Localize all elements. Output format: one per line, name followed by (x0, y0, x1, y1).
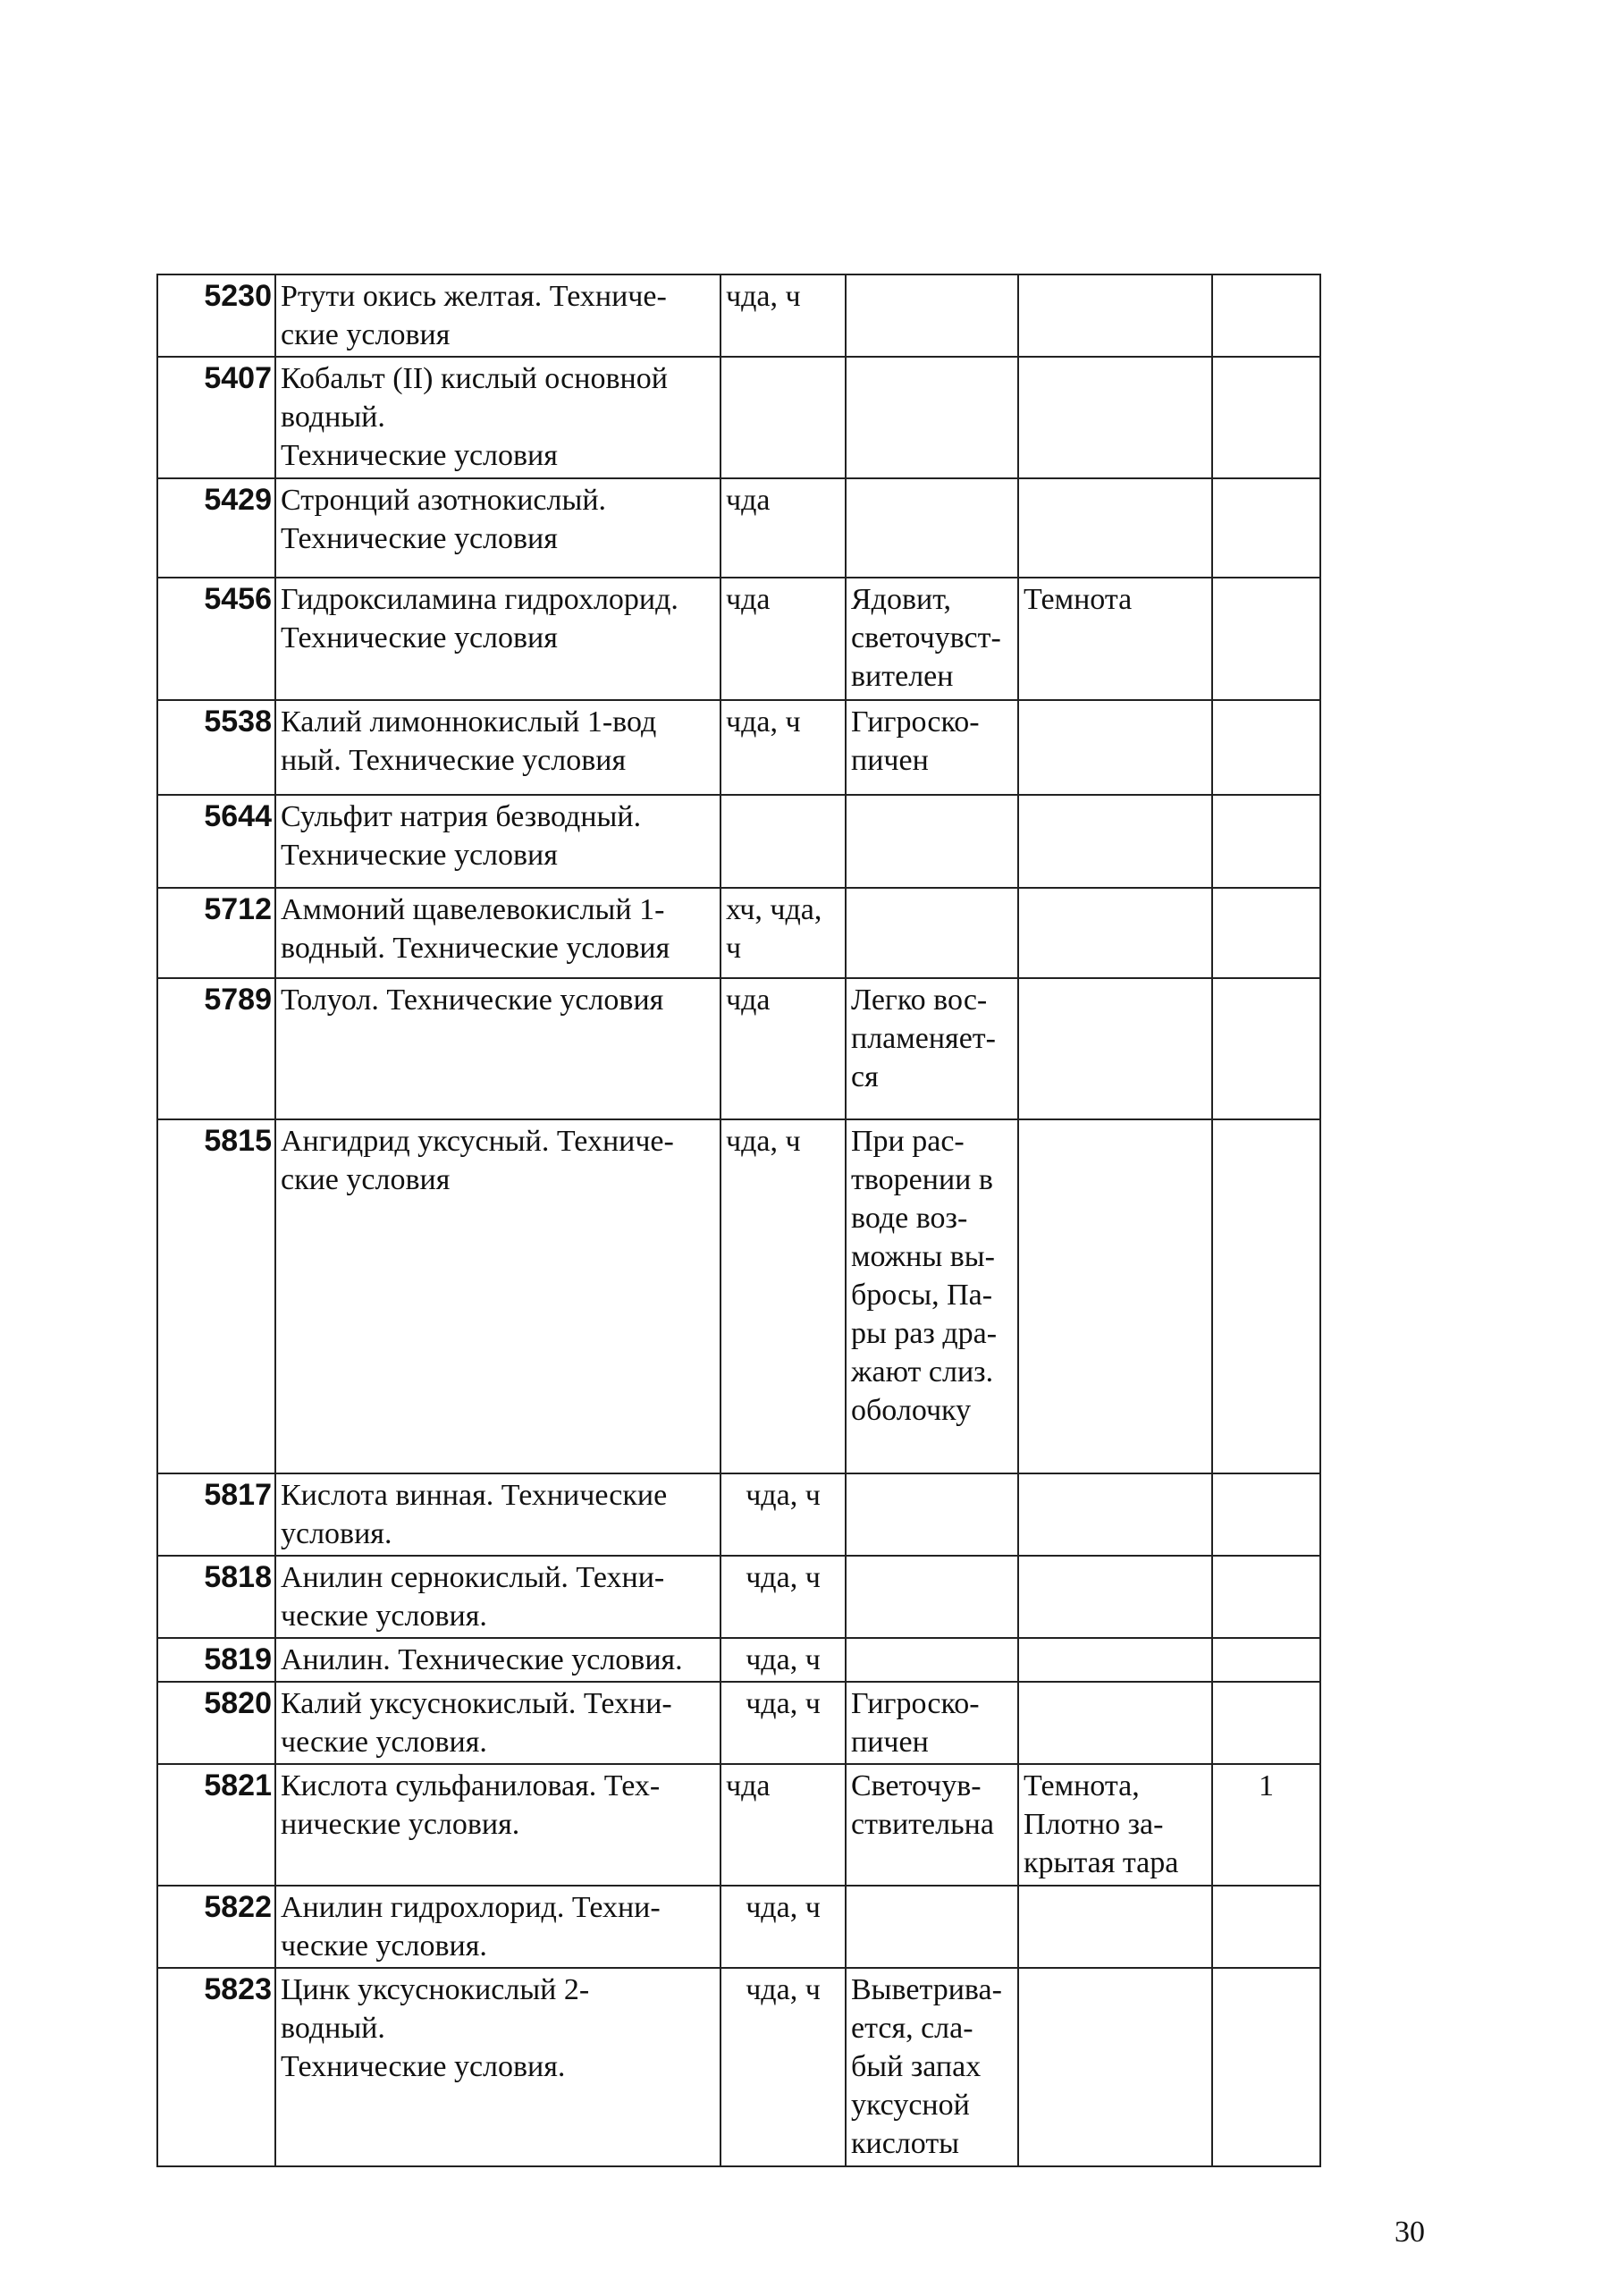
table-body (157, 274, 1320, 2166)
code-cell: 5429 (157, 478, 275, 578)
grade-cell: чда, ч (720, 700, 846, 795)
grade-cell: чда (720, 478, 846, 578)
name-cell: Аммоний щавелевокислый 1- водный. Технические условия (275, 888, 720, 978)
table-row (157, 357, 1320, 478)
grade-cell: чда (720, 978, 846, 1119)
extra-cell (1212, 578, 1320, 700)
code-cell: 5538 (157, 700, 275, 795)
extra-cell (1212, 700, 1320, 795)
hazard-cell: Гигроско- пичен (846, 1682, 1018, 1764)
grade-cell (720, 357, 846, 478)
hazard-cell: При рас- творении в воде воз- можны вы- бросы, Па- ры раз дра- жают слиз. оболочку (846, 1119, 1018, 1473)
code-cell: 5712 (157, 888, 275, 978)
table-row (157, 274, 1320, 357)
table-row (157, 1764, 1320, 1886)
hazard-cell (846, 478, 1018, 578)
code-cell: 5819 (157, 1638, 275, 1682)
storage-cell (1018, 1119, 1212, 1473)
extra-cell (1212, 1682, 1320, 1764)
hazard-cell: Ядовит, светочувст- вителен (846, 578, 1018, 700)
extra-cell (1212, 1638, 1320, 1682)
storage-cell (1018, 888, 1212, 978)
extra-cell: 1 (1212, 1764, 1320, 1886)
extra-cell (1212, 1886, 1320, 1968)
code-cell: 5230 (157, 274, 275, 357)
table-row (157, 700, 1320, 795)
table-row (157, 1886, 1320, 1968)
hazard-cell (846, 357, 1018, 478)
storage-cell (1018, 1638, 1212, 1682)
table-row (157, 795, 1320, 888)
grade-cell: хч, чда, ч (720, 888, 846, 978)
table-row (157, 978, 1320, 1119)
name-cell: Анилин. Технические условия. (275, 1638, 720, 1682)
code-cell: 5820 (157, 1682, 275, 1764)
hazard-cell (846, 795, 1018, 888)
storage-cell (1018, 795, 1212, 888)
table-row (157, 888, 1320, 978)
hazard-cell (846, 1556, 1018, 1638)
code-cell: 5817 (157, 1473, 275, 1556)
hazard-cell (846, 1473, 1018, 1556)
name-cell: Анилин гидрохлорид. Техни- ческие условия. (275, 1886, 720, 1968)
table-row (157, 478, 1320, 578)
name-cell: Цинк уксуснокислый 2- водный. Технические условия. (275, 1968, 720, 2166)
table-row (157, 578, 1320, 700)
extra-cell (1212, 795, 1320, 888)
hazard-cell: Легко вос- пламеняет- ся (846, 978, 1018, 1119)
storage-cell: Темнота, Плотно за- крытая тара (1018, 1764, 1212, 1886)
name-cell: Ртути окись желтая. Техниче- ские условия (275, 274, 720, 357)
table-row (157, 1473, 1320, 1556)
name-cell: Кобальт (II) кислый основной водный. Технические условия (275, 357, 720, 478)
extra-cell (1212, 978, 1320, 1119)
grade-cell: чда (720, 578, 846, 700)
extra-cell (1212, 888, 1320, 978)
storage-cell (1018, 1556, 1212, 1638)
name-cell: Кислота сульфаниловая. Тех- нические условия. (275, 1764, 720, 1886)
storage-cell (1018, 978, 1212, 1119)
hazard-cell: Светочув- ствительна (846, 1764, 1018, 1886)
extra-cell (1212, 1473, 1320, 1556)
grade-cell: чда, ч (720, 1682, 846, 1764)
storage-cell (1018, 478, 1212, 578)
storage-cell (1018, 1886, 1212, 1968)
grade-cell (720, 795, 846, 888)
table-row (157, 1682, 1320, 1764)
code-cell: 5407 (157, 357, 275, 478)
code-cell: 5815 (157, 1119, 275, 1473)
hazard-cell: Гигроско- пичен (846, 700, 1018, 795)
extra-cell (1212, 1556, 1320, 1638)
code-cell: 5821 (157, 1764, 275, 1886)
grade-cell: чда, ч (720, 1638, 846, 1682)
name-cell: Калий уксуснокислый. Техни- ческие условия. (275, 1682, 720, 1764)
code-cell: 5644 (157, 795, 275, 888)
storage-cell (1018, 274, 1212, 357)
hazard-cell (846, 1886, 1018, 1968)
name-cell: Гидроксиламина гидрохлорид. Технические условия (275, 578, 720, 700)
extra-cell (1212, 1119, 1320, 1473)
page-number: 30 (1395, 2216, 1425, 2249)
storage-cell (1018, 700, 1212, 795)
storage-cell (1018, 1682, 1212, 1764)
hazard-cell: Выветрива- ется, сла- бый запах уксусной кислоты (846, 1968, 1018, 2166)
grade-cell: чда (720, 1764, 846, 1886)
grade-cell: чда, ч (720, 1473, 846, 1556)
name-cell: Толуол. Технические условия (275, 978, 720, 1119)
storage-cell (1018, 1473, 1212, 1556)
storage-cell (1018, 357, 1212, 478)
grade-cell: чда, ч (720, 1119, 846, 1473)
reagent-table (156, 274, 1321, 2167)
code-cell: 5823 (157, 1968, 275, 2166)
name-cell: Ангидрид уксусный. Техниче- ские условия (275, 1119, 720, 1473)
extra-cell (1212, 478, 1320, 578)
table-row (157, 1968, 1320, 2166)
name-cell: Кислота винная. Технические условия. (275, 1473, 720, 1556)
grade-cell: чда, ч (720, 1886, 846, 1968)
extra-cell (1212, 1968, 1320, 2166)
table-row (157, 1638, 1320, 1682)
extra-cell (1212, 357, 1320, 478)
hazard-cell (846, 1638, 1018, 1682)
table-row (157, 1556, 1320, 1638)
hazard-cell (846, 274, 1018, 357)
name-cell: Стронций азотнокислый. Технические условия (275, 478, 720, 578)
storage-cell: Темнота (1018, 578, 1212, 700)
grade-cell: чда, ч (720, 1968, 846, 2166)
code-cell: 5456 (157, 578, 275, 700)
extra-cell (1212, 274, 1320, 357)
code-cell: 5822 (157, 1886, 275, 1968)
name-cell: Калий лимоннокислый 1-вод ный. Технические условия (275, 700, 720, 795)
name-cell: Сульфит натрия безводный. Технические условия (275, 795, 720, 888)
code-cell: 5789 (157, 978, 275, 1119)
storage-cell (1018, 1968, 1212, 2166)
table-row (157, 1119, 1320, 1473)
grade-cell: чда, ч (720, 1556, 846, 1638)
name-cell: Анилин сернокислый. Техни- ческие условия. (275, 1556, 720, 1638)
hazard-cell (846, 888, 1018, 978)
code-cell: 5818 (157, 1556, 275, 1638)
grade-cell: чда, ч (720, 274, 846, 357)
